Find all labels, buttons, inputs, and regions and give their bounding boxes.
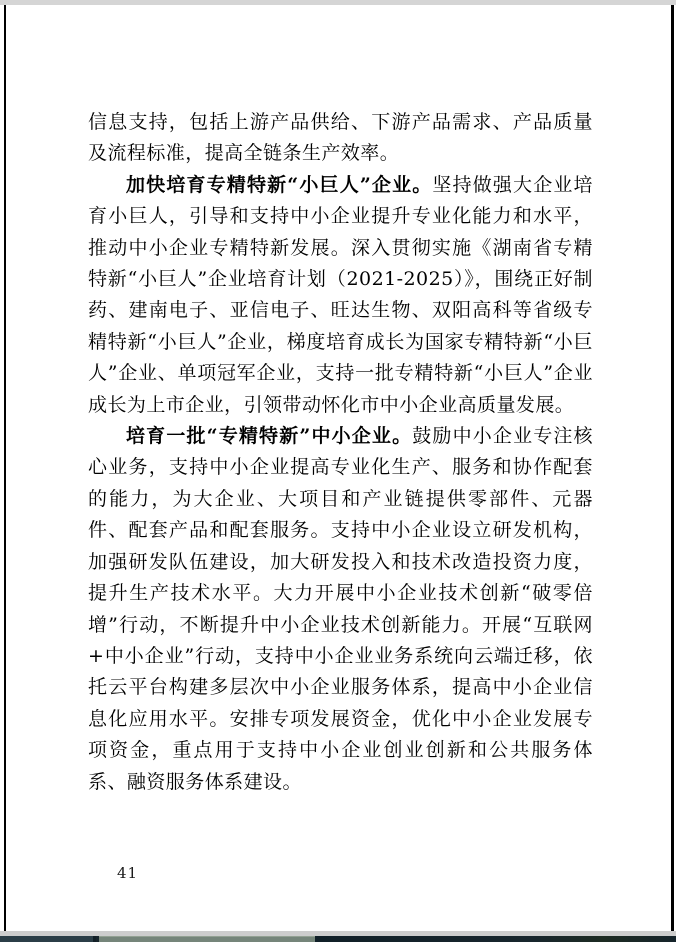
document-page: [0, 5, 676, 931]
page-text-block: [88, 107, 593, 798]
scrollbar-thumb[interactable]: [99, 936, 315, 942]
paragraph-continuation: [88, 107, 593, 170]
page-number: 41: [117, 864, 139, 882]
scrollbar-track-left[interactable]: [0, 936, 96, 942]
paragraph-bold-lead: 加快培育专精特新“小巨人”企业。: [126, 173, 433, 196]
page-left-border: [4, 5, 6, 931]
paragraph-text: 坚持做强大企业培育小巨人，引导和支持中小企业提升专业化能力和水平，推动中小企业专精特新发展。深入贯彻实施《湖南省专精特新“小巨人”企业培育计划（2021-2025）》，围绕正好制药、建南电子、亚信电子、旺达生物、双阳高科等省级专精特新“小巨人”企业，梯度培育成长为国家专精特新“小巨人”企业、单项冠军企业，支持一批专精特新“小巨人”企业成长为上市企业，引领带动怀化市中小企业高质量发展。: [88, 173, 593, 416]
scrollbar-track-right[interactable]: [315, 936, 676, 942]
paragraph-text: 鼓励中小企业专注核心业务，支持中小企业提高专业化生产、服务和协作配套的能力，为大企业、大项目和产业链提供零部件、元器件、配套产品和配套服务。支持中小企业设立研发机构，加强研发队伍建设，加大研发投入和技术改造投资力度，提升生产技术水平。大力开展中小企业技术创新“破零倍增”行动，不断提升中小企业技术创新能力。开展“互联网+中小企业”行动，支持中小企业业务系统向云端迁移，依托云平台构建多层次中小企业服务体系，提高中小企业信息化应用水平。安排专项发展资金，优化中小企业发展专项资金，重点用于支持中小企业创业创新和公共服务体系、融资服务体系建设。: [88, 425, 593, 793]
page-right-border: [671, 5, 674, 931]
horizontal-scrollbar[interactable]: [0, 936, 676, 942]
paragraph-bold-lead: 培育一批“专精特新”中小企业。: [126, 425, 413, 448]
paragraph-sme-cultivation: [88, 421, 593, 798]
paragraph-little-giant-enterprises: [88, 170, 593, 421]
paragraph-text: 信息支持，包括上游产品供给、下游产品需求、产品质量及流程标准，提高全链条生产效率。: [88, 111, 593, 165]
